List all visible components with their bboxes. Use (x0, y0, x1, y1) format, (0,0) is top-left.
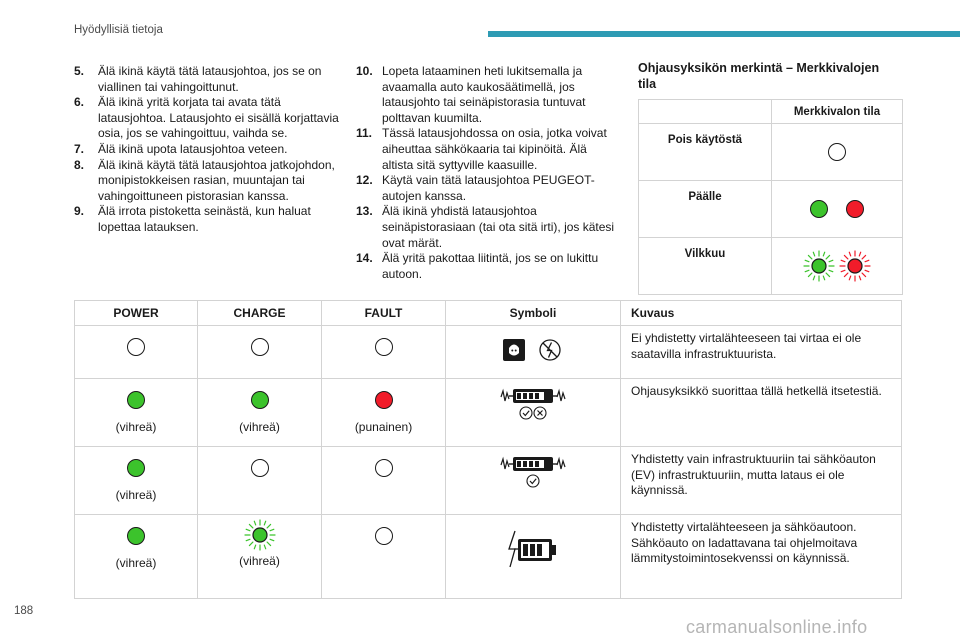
row-description: Yhdistetty virtalähteeseen ja sähköautoon. Sähköauto on ladattavana tai ohjelmoitava lämmitystoimintosekvenssi on käynnissä. (621, 515, 902, 599)
table-row (75, 379, 902, 447)
led-red-icon (846, 200, 864, 218)
state-label: Päälle (639, 181, 772, 238)
power-led-green-icon (127, 527, 145, 545)
table-header: Merkkivalon tila (772, 100, 903, 124)
indicator-state-table (638, 99, 903, 295)
column-header-power: POWER (75, 301, 198, 326)
column-header-fault: FAULT (322, 301, 446, 326)
charge-led-green-icon (251, 391, 269, 409)
charging-status-table (74, 300, 902, 599)
indicator-heading: Ohjausyksikön merkintä – Merkkivalojen tila (638, 61, 880, 91)
list-item: 11. Tässä latausjohdossa on osia, jotka voivat aiheuttaa sähkökaaria tai kipinöitä. Älä altista sitä syttyville kaasuille. (356, 126, 607, 172)
led-green-icon (810, 200, 828, 218)
fault-led-red-icon (375, 391, 393, 409)
row-description: Yhdistetty vain infrastruktuuriin tai sähköauton (EV) infrastruktuuriin, mutta lataus ei ole käynnissä. (621, 447, 902, 515)
page-number: 188 (14, 605, 34, 617)
list-item: 8. Älä ikinä käytä tätä latausjohtoa jatkojohdon, monipistokkeisen rasian, muuntajan tai vahingoittuneen pistorasian kanssa. (74, 157, 335, 203)
led-off-icon (828, 143, 846, 161)
watermark: carmanualsonline.info (686, 617, 868, 637)
list-item: 7. Älä ikinä upota latausjohtoa veteen. (74, 141, 288, 156)
table-row (639, 181, 903, 238)
charge-led-off-icon (251, 459, 269, 477)
charging-symbol (505, 529, 561, 573)
list-item: 6. Älä ikinä yritä korjata tai avata tätä latausjohtoa. Latausjohto ei sisällä korjattavia osia, jos se vahingoittuu, vaihda se. (74, 95, 339, 141)
list-item: 13. Älä ikinä yhdistä latausjohtoa seinäpistorasiaan (tai ota sitä irti), jos kätesi ovat märät. (356, 204, 615, 250)
row-description: Ohjausyksikkö suorittaa tällä hetkellä itsetestiä. (621, 379, 902, 447)
charge-led-green-blinking-icon (243, 518, 277, 552)
table-row (75, 515, 902, 599)
list-item: 10. Lopeta lataaminen heti lukitsemalla ja avaamalla auto kaukosäätimellä, jos latausjohto tai seinäpistorasia tuntuvat polttavan kuumilta. (356, 64, 586, 125)
power-led-green-icon (127, 459, 145, 477)
row-description: Ei yhdistetty virtalähteeseen tai virtaa ei ole saatavilla infrastruktuurista. (621, 326, 902, 379)
middle-instruction-list (356, 64, 618, 282)
led-caption: (vihreä) (239, 420, 280, 434)
list-item: 12. Käytä vain tätä latausjohtoa PEUGEOT-autojen kanssa. (356, 173, 595, 203)
table-row (75, 326, 902, 379)
led-green-blinking-icon (802, 249, 836, 283)
list-item: 14. Älä yritä pakottaa liitintä, jos se on lukittu autoon. (356, 251, 599, 281)
led-red-blinking-icon (838, 249, 872, 283)
table-header-empty (639, 100, 772, 124)
led-caption: (vihreä) (115, 488, 157, 502)
led-caption: (vihreä) (115, 556, 157, 570)
power-led-green-icon (127, 391, 145, 409)
connected-infrastructure-symbol (497, 453, 569, 489)
table-row (75, 447, 902, 515)
no-power-symbol (502, 338, 564, 362)
table-row (639, 124, 903, 181)
fault-led-off-icon (375, 459, 393, 477)
state-label: Pois käytöstä (639, 124, 772, 181)
section-title: Hyödyllisiä tietoja (74, 24, 163, 36)
power-led-off-icon (127, 338, 145, 356)
list-item: 9. Älä irrota pistoketta seinästä, kun haluat lopettaa latauksen. (74, 204, 311, 234)
fault-led-off-icon (375, 338, 393, 356)
fault-led-off-icon (375, 527, 393, 545)
column-header-description: Kuvaus (621, 301, 902, 326)
column-header-symbol: Symboli (446, 301, 621, 326)
table-row (639, 238, 903, 295)
led-caption: (vihreä) (115, 420, 157, 434)
list-item: 5. Älä ikinä käytä tätä latausjohtoa, jos se on viallinen tai vahingoittunut. (74, 64, 322, 94)
column-header-charge: CHARGE (198, 301, 322, 326)
led-caption: (vihreä) (239, 554, 280, 568)
charge-led-off-icon (251, 338, 269, 356)
state-label: Vilkkuu (639, 238, 772, 295)
header-accent-bar (488, 31, 960, 37)
led-caption: (punainen) (354, 420, 413, 434)
self-test-symbol (497, 385, 569, 421)
left-instruction-list (74, 64, 340, 236)
